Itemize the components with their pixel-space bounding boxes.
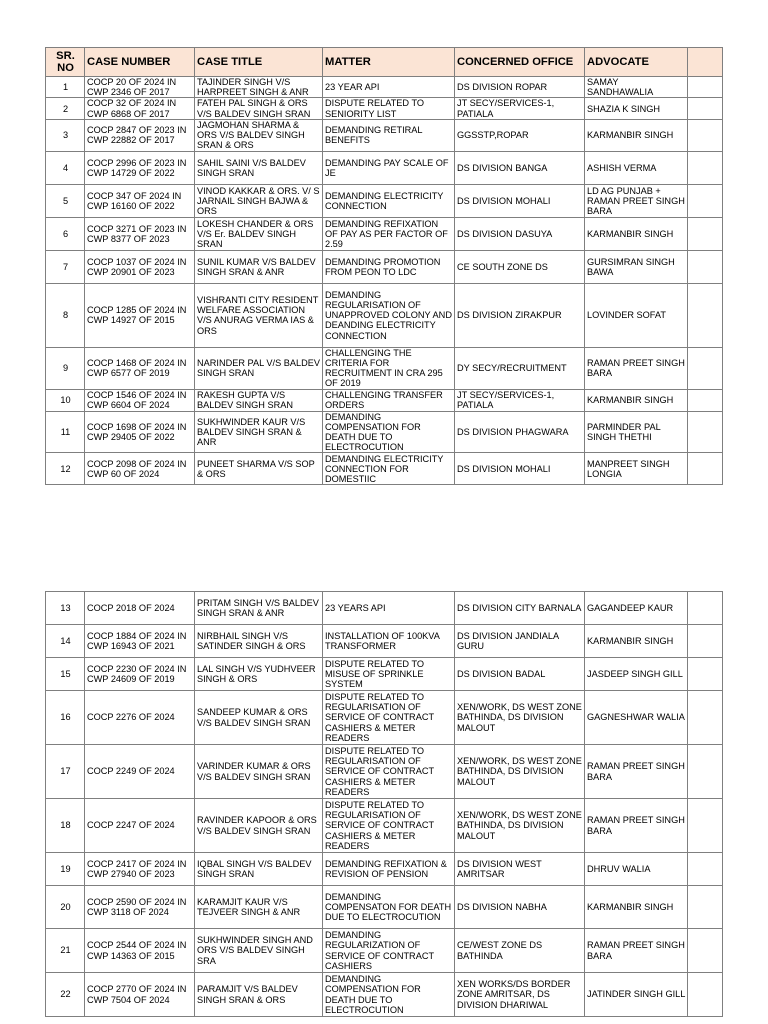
cell-concerned-office: DY SECY/RECRUITMENT	[455, 347, 585, 389]
cell-case-number: COCP 2590 OF 2024 IN CWP 3118 OF 2024	[85, 886, 195, 929]
cell-empty	[688, 77, 723, 98]
cell-matter: DEMANDING ELECTRICITY CONNECTION	[323, 184, 455, 217]
cell-case-number: COCP 2249 OF 2024	[85, 745, 195, 799]
cell-matter: DEMANDING COMPENSATION FOR DEATH DUE TO ELECTROCUTION	[323, 973, 455, 1017]
cell-case-title: NIRBHAIL SINGH V/S SATINDER SINGH & ORS	[195, 625, 323, 658]
cell-case-title: IQBAL SINGH V/S BALDEV SINGH SRAN	[195, 853, 323, 886]
cell-matter: DEMANDING REGULARIZATION OF SERVICE OF CONTRACT CASHIERS	[323, 929, 455, 973]
cell-concerned-office: DS DIVISION JANDIALA GURU	[455, 625, 585, 658]
header-case-number: CASE NUMBER	[85, 48, 195, 77]
cell-advocate: DHRUV WALIA	[585, 853, 688, 886]
cell-sr-no: 1	[46, 77, 85, 98]
cell-advocate: RAMAN PREET SINGH BARA	[585, 347, 688, 389]
table-row	[46, 151, 723, 184]
cell-matter: DEMANDING COMPENSATON FOR DEATH DUE TO ELECTROCUTION	[323, 886, 455, 929]
cell-advocate: ASHISH VERMA	[585, 151, 688, 184]
cell-sr-no: 4	[46, 151, 85, 184]
table-row	[46, 283, 723, 347]
cell-sr-no: 16	[46, 691, 85, 745]
table-row	[46, 973, 723, 1017]
table-row	[46, 411, 723, 453]
cell-sr-no: 3	[46, 119, 85, 151]
cell-advocate: MANPREET SINGH LONGIA	[585, 453, 688, 485]
table-row	[46, 389, 723, 411]
table-row	[46, 886, 723, 929]
cell-case-title: SUNIL KUMAR V/S BALDEV SINGH SRAN & ANR	[195, 250, 323, 283]
cell-advocate: RAMAN PREET SINGH BARA	[585, 799, 688, 853]
cell-case-title: PRITAM SINGH V/S BALDEV SINGH SRAN & ANR	[195, 592, 323, 625]
cell-empty	[688, 886, 723, 929]
cell-case-number: COCP 2847 OF 2023 IN CWP 22882 OF 2017	[85, 119, 195, 151]
cell-matter: DISPUTE RELATED TO SENIORITY LIST	[323, 98, 455, 119]
cell-matter: DISPUTE RELATED TO MISUSE OF SPRINKLE SYSTEM	[323, 658, 455, 691]
cell-case-title: LAL SINGH V/S YUDHVEER SINGH & ORS	[195, 658, 323, 691]
header-matter: MATTER	[323, 48, 455, 77]
cell-advocate: JATINDER SINGH GILL	[585, 973, 688, 1017]
cell-empty	[688, 283, 723, 347]
cell-case-title: SUKHWINDER KAUR V/S BALDEV SINGH SRAN & ANR	[195, 411, 323, 453]
cell-empty	[688, 799, 723, 853]
cell-matter: 23 YEAR API	[323, 77, 455, 98]
cell-matter: DEMANDING COMPENSATION FOR DEATH DUE TO ELECTROCUTION	[323, 411, 455, 453]
cell-empty	[688, 691, 723, 745]
cell-empty	[688, 929, 723, 973]
cell-matter: DEMANDING REGULARISATION OF UNAPPROVED COLONY AND DEANDING ELECTRICITY CONNECTION	[323, 283, 455, 347]
cell-sr-no: 9	[46, 347, 85, 389]
table-row	[46, 347, 723, 389]
cell-case-title: RAVINDER KAPOOR & ORS V/S BALDEV SINGH SRAN	[195, 799, 323, 853]
cell-case-number: COCP 1698 OF 2024 IN CWP 29405 OF 2022	[85, 411, 195, 453]
cell-case-number: COCP 2018 OF 2024	[85, 592, 195, 625]
cell-empty	[688, 347, 723, 389]
cell-sr-no: 6	[46, 217, 85, 250]
cell-case-title: SAHIL SAINI V/S BALDEV SINGH SRAN	[195, 151, 323, 184]
cell-empty	[688, 658, 723, 691]
cell-case-number: COCP 1285 OF 2024 IN CWP 14927 OF 2015	[85, 283, 195, 347]
cell-sr-no: 8	[46, 283, 85, 347]
cell-sr-no: 13	[46, 592, 85, 625]
cell-concerned-office: GGSSTP,ROPAR	[455, 119, 585, 151]
header-case-title: CASE TITLE	[195, 48, 323, 77]
cell-case-number: COCP 347 OF 2024 IN CWP 16160 OF 2022	[85, 184, 195, 217]
cases-table-page-2	[45, 591, 723, 1017]
cell-concerned-office: DS DIVISION ROPAR	[455, 77, 585, 98]
cell-case-number: COCP 1546 OF 2024 IN CWP 6604 OF 2024	[85, 389, 195, 411]
cell-concerned-office: DS DIVISION MOHALI	[455, 184, 585, 217]
cell-empty	[688, 453, 723, 485]
cell-empty	[688, 217, 723, 250]
cell-concerned-office: DS DIVISION ZIRAKPUR	[455, 283, 585, 347]
cell-matter: DEMANDING PROMOTION FROM PEON TO LDC	[323, 250, 455, 283]
cell-concerned-office: DS DIVISION PHAGWARA	[455, 411, 585, 453]
cell-case-title: PUNEET SHARMA V/S SOP & ORS	[195, 453, 323, 485]
table-row	[46, 745, 723, 799]
cell-case-title: NARINDER PAL V/S BALDEV SINGH SRAN	[195, 347, 323, 389]
cell-concerned-office: DS DIVISION CITY BARNALA	[455, 592, 585, 625]
table-row	[46, 799, 723, 853]
header-sr-no: SR. NO	[46, 48, 85, 77]
cell-case-title: SUKHWINDER SINGH AND ORS V/S BALDEV SINGH SRA	[195, 929, 323, 973]
cell-case-number: COCP 2247 OF 2024	[85, 799, 195, 853]
cell-sr-no: 5	[46, 184, 85, 217]
cell-case-number: COCP 32 OF 2024 IN CWP 6868 OF 2017	[85, 98, 195, 119]
header-empty-cell	[688, 48, 723, 77]
cell-concerned-office: XEN WORKS/DS BORDER ZONE AMRITSAR, DS DIVISION DHARIWAL	[455, 973, 585, 1017]
table-row	[46, 853, 723, 886]
cell-advocate: SHAZIA K SINGH	[585, 98, 688, 119]
cell-sr-no: 14	[46, 625, 85, 658]
cell-matter: INSTALLATION OF 100KVA TRANSFORMER	[323, 625, 455, 658]
cell-advocate: GAGNESHWAR WALIA	[585, 691, 688, 745]
cell-concerned-office: DS DIVISION NABHA	[455, 886, 585, 929]
cell-empty	[688, 625, 723, 658]
cell-sr-no: 10	[46, 389, 85, 411]
header-concerned-office: CONCERNED OFFICE	[455, 48, 585, 77]
table-row	[46, 658, 723, 691]
cell-sr-no: 11	[46, 411, 85, 453]
cell-matter: DISPUTE RELATED TO REGULARISATION OF SERVICE OF CONTRACT CASHIERS & METER READERS	[323, 745, 455, 799]
cell-case-title: SANDEEP KUMAR & ORS V/S BALDEV SINGH SRAN	[195, 691, 323, 745]
cell-concerned-office: XEN/WORK, DS WEST ZONE BATHINDA, DS DIVISION MALOUT	[455, 799, 585, 853]
cell-advocate: PARMINDER PAL SINGH THETHI	[585, 411, 688, 453]
cell-advocate: RAMAN PREET SINGH BARA	[585, 929, 688, 973]
cell-concerned-office: DS DIVISION DASUYA	[455, 217, 585, 250]
cell-advocate: KARMANBIR SINGH	[585, 886, 688, 929]
cell-empty	[688, 592, 723, 625]
cell-case-number: COCP 20 OF 2024 IN CWP 2346 OF 2017	[85, 77, 195, 98]
cell-sr-no: 17	[46, 745, 85, 799]
cell-advocate: GURSIMRAN SINGH BAWA	[585, 250, 688, 283]
cell-case-title: VINOD KAKKAR & ORS. V/ S JARNAIL SINGH BAJWA & ORS	[195, 184, 323, 217]
cell-empty	[688, 250, 723, 283]
cell-advocate: JASDEEP SINGH GILL	[585, 658, 688, 691]
cell-concerned-office: DS DIVISION BANGA	[455, 151, 585, 184]
cell-case-title: PARAMJIT V/S BALDEV SINGH SRAN & ORS	[195, 973, 323, 1017]
cell-concerned-office: CE SOUTH ZONE DS	[455, 250, 585, 283]
cell-case-number: COCP 1468 OF 2024 IN CWP 6577 OF 2019	[85, 347, 195, 389]
cell-concerned-office: JT SECY/SERVICES-1, PATIALA	[455, 389, 585, 411]
cell-case-title: TAJINDER SINGH V/S HARPREET SINGH & ANR	[195, 77, 323, 98]
cell-matter: DEMANDING RETIRAL BENEFITS	[323, 119, 455, 151]
cell-concerned-office: XEN/WORK, DS WEST ZONE BATHINDA, DS DIVISION MALOUT	[455, 745, 585, 799]
cell-matter: DEMANDING REFIXATION OF PAY AS PER FACTOR OF 2.59	[323, 217, 455, 250]
table-row	[46, 929, 723, 973]
cell-case-title: VISHRANTI CITY RESIDENT WELFARE ASSOCIATION V/S ANURAG VERMA IAS & ORS	[195, 283, 323, 347]
table-row	[46, 98, 723, 119]
cell-advocate: RAMAN PREET SINGH BARA	[585, 745, 688, 799]
cell-case-number: COCP 1884 OF 2024 IN CWP 16943 OF 2021	[85, 625, 195, 658]
cell-case-title: VARINDER KUMAR & ORS V/S BALDEV SINGH SRAN	[195, 745, 323, 799]
cell-sr-no: 22	[46, 973, 85, 1017]
cell-concerned-office: CE/WEST ZONE DS BATHINDA	[455, 929, 585, 973]
cell-case-title: RAKESH GUPTA V/S BALDEV SINGH SRAN	[195, 389, 323, 411]
cell-concerned-office: DS DIVISION WEST AMRITSAR	[455, 853, 585, 886]
cell-case-title: JAGMOHAN SHARMA & ORS V/S BALDEV SINGH SRAN & ORS	[195, 119, 323, 151]
cell-case-title: LOKESH CHANDER & ORS V/S Er. BALDEV SINGH SRAN	[195, 217, 323, 250]
cell-advocate: GAGANDEEP KAUR	[585, 592, 688, 625]
header-advocate: ADVOCATE	[585, 48, 688, 77]
cell-advocate: KARMANBIR SINGH	[585, 217, 688, 250]
table-row	[46, 184, 723, 217]
cell-empty	[688, 853, 723, 886]
table-row	[46, 592, 723, 625]
cell-sr-no: 19	[46, 853, 85, 886]
cell-matter: DEMANDING ELECTRICITY CONNECTION FOR DOMESTIIC	[323, 453, 455, 485]
cell-matter: DISPUTE RELATED TO REGULARISATION OF SERVICE OF CONTRACT CASHIERS & METER READERS	[323, 691, 455, 745]
cell-matter: 23 YEARS API	[323, 592, 455, 625]
cell-matter: DISPUTE RELATED TO REGULARISATION OF SERVICE OF CONTRACT CASHIERS & METER READERS	[323, 799, 455, 853]
table-row	[46, 217, 723, 250]
cell-case-number: COCP 3271 OF 2023 IN CWP 8377 OF 2023	[85, 217, 195, 250]
cell-sr-no: 21	[46, 929, 85, 973]
cell-case-number: COCP 1037 OF 2024 IN CWP 20901 OF 2023	[85, 250, 195, 283]
cell-empty	[688, 745, 723, 799]
cell-case-title: KARAMJIT KAUR V/S TEJVEER SINGH & ANR	[195, 886, 323, 929]
cell-matter: CHALLENGING THE CRITERIA FOR RECRUITMENT IN CRA 295 OF 2019	[323, 347, 455, 389]
cell-advocate: LOVINDER SOFAT	[585, 283, 688, 347]
cell-advocate: KARMANBIR SINGH	[585, 119, 688, 151]
cell-case-number: COCP 2417 OF 2024 IN CWP 27940 OF 2023	[85, 853, 195, 886]
cell-case-number: COCP 2770 OF 2024 IN CWP 7504 OF 2024	[85, 973, 195, 1017]
table-row	[46, 453, 723, 485]
cell-sr-no: 20	[46, 886, 85, 929]
cell-case-number: COCP 2098 OF 2024 IN CWP 60 OF 2024	[85, 453, 195, 485]
cell-empty	[688, 973, 723, 1017]
cell-advocate: KARMANBIR SINGH	[585, 389, 688, 411]
table-row	[46, 250, 723, 283]
cell-advocate: KARMANBIR SINGH	[585, 625, 688, 658]
table-row	[46, 119, 723, 151]
cell-sr-no: 12	[46, 453, 85, 485]
cell-empty	[688, 184, 723, 217]
cell-sr-no: 18	[46, 799, 85, 853]
cell-sr-no: 15	[46, 658, 85, 691]
cell-empty	[688, 119, 723, 151]
cell-case-number: COCP 2544 OF 2024 IN CWP 14363 OF 2015	[85, 929, 195, 973]
cell-matter: DEMANDING REFIXATION & REVISION OF PENSION	[323, 853, 455, 886]
cell-concerned-office: JT SECY/SERVICES-1, PATIALA	[455, 98, 585, 119]
cell-advocate: LD AG PUNJAB + RAMAN PREET SINGH BARA	[585, 184, 688, 217]
table-row	[46, 691, 723, 745]
cell-empty	[688, 411, 723, 453]
table-row	[46, 625, 723, 658]
cell-concerned-office: DS DIVISION BADAL	[455, 658, 585, 691]
cell-empty	[688, 151, 723, 184]
cell-empty	[688, 389, 723, 411]
cell-case-title: FATEH PAL SINGH & ORS V/S BALDEV SINGH SRAN	[195, 98, 323, 119]
cell-concerned-office: XEN/WORK, DS WEST ZONE BATHINDA, DS DIVISION MALOUT	[455, 691, 585, 745]
cell-case-number: COCP 2230 OF 2024 IN CWP 24609 OF 2019	[85, 658, 195, 691]
cell-sr-no: 7	[46, 250, 85, 283]
table-row	[46, 77, 723, 98]
cell-matter: CHALLENGING TRANSFER ORDERS	[323, 389, 455, 411]
cell-concerned-office: DS DIVISION MOHALI	[455, 453, 585, 485]
cell-case-number: COCP 2996 OF 2023 IN CWP 14729 OF 2022	[85, 151, 195, 184]
cell-sr-no: 2	[46, 98, 85, 119]
cell-case-number: COCP 2276 OF 2024	[85, 691, 195, 745]
cell-advocate: SAMAY SANDHAWALIA	[585, 77, 688, 98]
cases-table-page-1	[45, 47, 723, 485]
cell-matter: DEMANDING PAY SCALE OF JE	[323, 151, 455, 184]
header-row	[46, 48, 723, 77]
cell-empty	[688, 98, 723, 119]
